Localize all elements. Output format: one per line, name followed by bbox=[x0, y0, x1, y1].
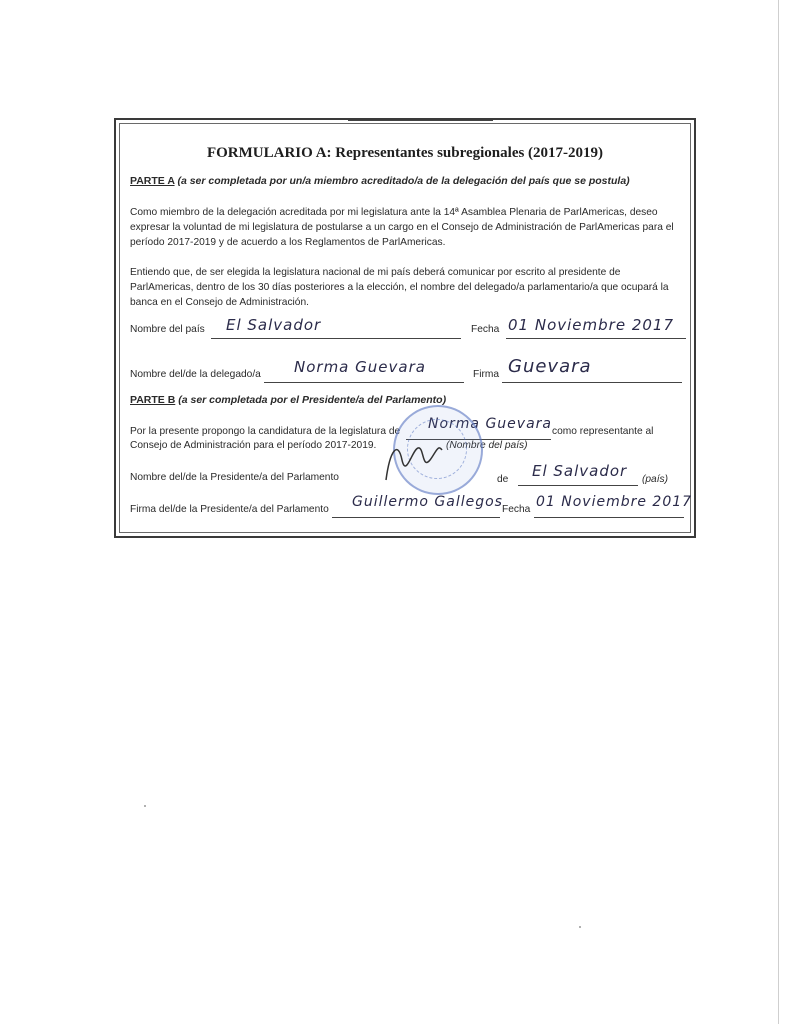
scan-speck bbox=[579, 926, 581, 928]
page-edge bbox=[778, 0, 779, 1024]
signature-line bbox=[502, 382, 682, 383]
council-text: Consejo de Administración para el período 2017-2019. bbox=[130, 440, 377, 451]
part-a-note: (a ser completada por un/a miembro acreditado/a de la delegación del país que se postula) bbox=[177, 175, 630, 187]
country-value: El Salvador bbox=[226, 316, 322, 334]
delegate-value: Norma Guevara bbox=[294, 358, 426, 376]
president-country-line bbox=[518, 485, 638, 486]
president-signature: Guillermo Gallegos bbox=[352, 494, 503, 510]
date-label: Fecha bbox=[471, 324, 500, 335]
president-date-label: Fecha bbox=[502, 504, 531, 515]
form-title: FORMULARIO A: Representantes subregionales (2017-2019) bbox=[206, 145, 604, 161]
president-sign-line bbox=[332, 517, 500, 518]
president-country: El Salvador bbox=[532, 462, 628, 480]
delegate-signature: Guevara bbox=[508, 356, 592, 377]
date-value: 01 Noviembre 2017 bbox=[508, 316, 674, 334]
propose-value: Norma Guevara bbox=[428, 416, 552, 432]
country-hint: (Nombre del país) bbox=[446, 440, 528, 451]
country-label: Nombre del país bbox=[130, 324, 205, 335]
delegate-label: Nombre del/de la delegado/a bbox=[130, 369, 261, 380]
date-line bbox=[506, 338, 686, 339]
part-b-label: PARTE B bbox=[130, 394, 176, 406]
president-name-label: Nombre del/de la Presidente/a del Parlamento bbox=[130, 472, 339, 483]
president-scribble bbox=[378, 430, 448, 490]
country-line bbox=[211, 338, 461, 339]
part-b-heading bbox=[130, 394, 446, 406]
pais-hint: (país) bbox=[642, 474, 669, 485]
part-b-note: (a ser completada por el Presidente/a del Parlamento) bbox=[178, 394, 447, 406]
part-a-label: PARTE A bbox=[130, 175, 175, 187]
part-a-paragraph-2: Entiendo que, de ser elegida la legislatura nacional de mi país deberá comunicar por escrito al presidente de ParlAmericas, dentro de los 30 días posteriores a la elección, el nombre del delegado/a parlamentario/a que ocupará la banca en el Consejo de Administración. bbox=[130, 267, 669, 308]
president-sign-label: Firma del/de la Presidente/a del Parlamento bbox=[130, 504, 329, 515]
delegate-line bbox=[264, 382, 464, 383]
propose-text: Por la presente propongo la candidatura de la legislatura de bbox=[130, 426, 401, 437]
part-a-paragraph-1: Como miembro de la delegación acreditada por mi legislatura ante la 14ª Asamblea Plenaria de ParlAmericas, deseo expresar la voluntad de mi legislatura de postularse a un cargo en el Consejo de Administración de ParlAmericas para el período 2017-2019 y de acuerdo a los Reglamentos de ParlAmericas. bbox=[130, 207, 674, 248]
as-rep-text: como representante al bbox=[552, 426, 654, 437]
president-date: 01 Noviembre 2017 bbox=[536, 494, 693, 510]
president-date-line bbox=[534, 517, 684, 518]
de-label: de bbox=[497, 474, 509, 485]
part-a-heading bbox=[130, 175, 630, 187]
scan-speck bbox=[144, 805, 146, 807]
signature-label: Firma bbox=[473, 369, 500, 380]
president-name-line bbox=[348, 120, 493, 121]
